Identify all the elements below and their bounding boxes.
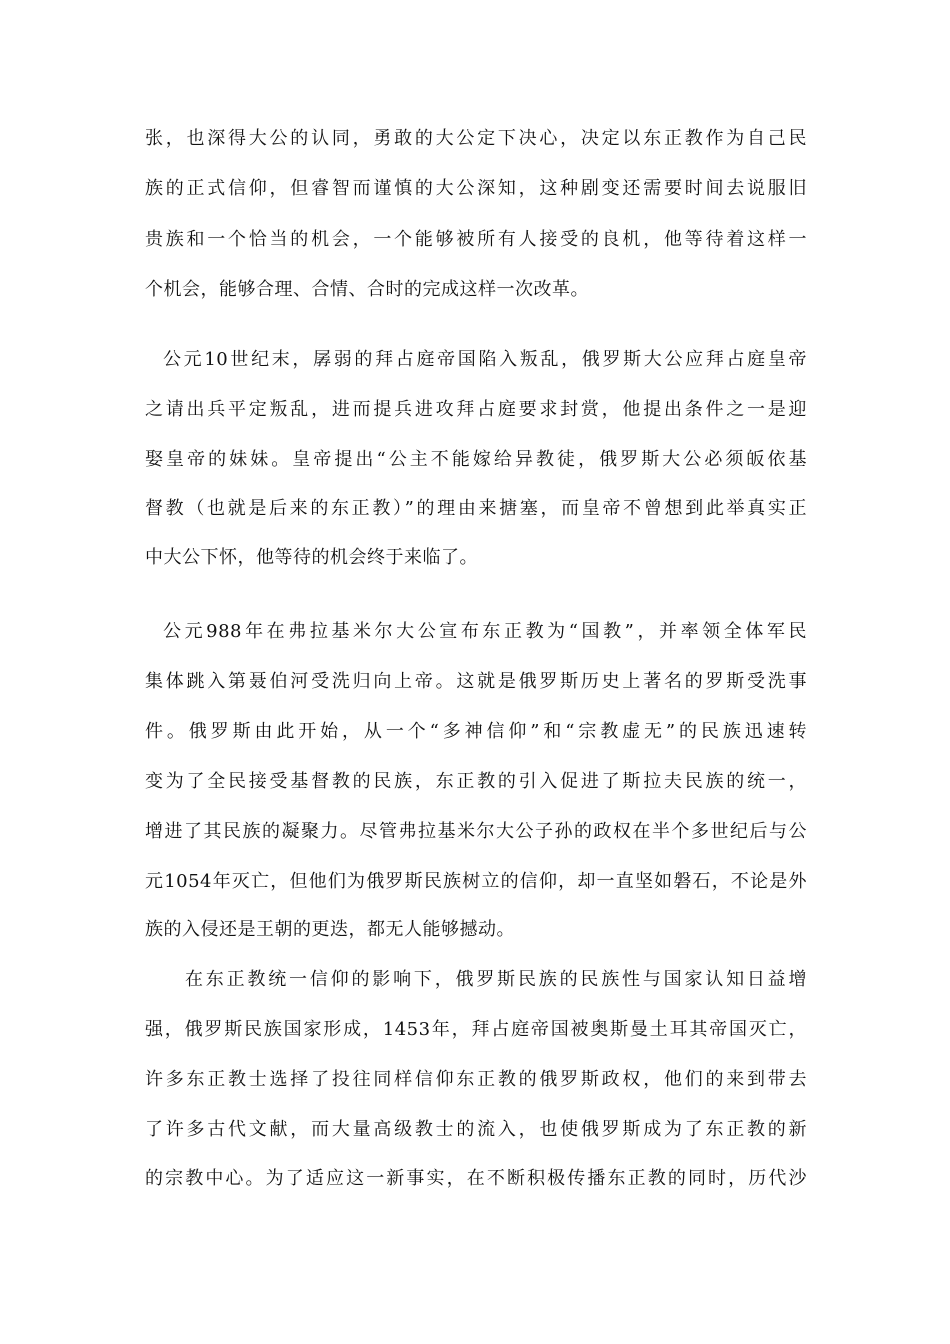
text-line: 集体跳入第聂伯河受洗归向上帝。这就是俄罗斯历史上著名的罗斯受洗事: [145, 671, 807, 692]
text-line: 公元10世纪末，孱弱的拜占庭帝国陷入叛乱，俄罗斯大公应拜占庭皇帝: [163, 349, 807, 370]
text-line: 娶皇帝的妹妹。皇帝提出“公主不能嫁给异教徒，俄罗斯大公必须皈依基: [145, 449, 807, 470]
text-line: 增进了其民族的凝聚力。尽管弗拉基米尔大公子孙的政权在半个多世纪后与公: [145, 821, 807, 842]
text-line: 之请出兵平定叛乱，进而提兵进攻拜占庭要求封赏，他提出条件之一是迎: [145, 399, 807, 420]
text-line: 贵族和一个恰当的机会，一个能够被所有人接受的良机，他等待着这样一: [145, 229, 807, 250]
text-line: 督教（也就是后来的东正教）”的理由来搪塞，而皇帝不曾想到此举真实正: [145, 498, 807, 519]
text-line: 许多东正教士选择了投往同样信仰东正教的俄罗斯政权，他们的来到带去: [145, 1069, 807, 1090]
text-line: 元1054年灭亡，但他们为俄罗斯民族树立的信仰，却一直坚如磐石，不论是外: [145, 871, 807, 892]
text-line: 中大公下怀，他等待的机会终于来临了。: [145, 547, 478, 568]
text-line: 族的正式信仰，但睿智而谨慎的大公深知，这种剧变还需要时间去说服旧: [145, 178, 807, 199]
text-line: 族的入侵还是王朝的更迭，都无人能够撼动。: [145, 919, 515, 940]
text-line: 了许多古代文献，而大量高级教士的流入，也使俄罗斯成为了东正教的新: [145, 1119, 807, 1140]
text-line: 个机会，能够合理、合情、合时的完成这样一次改革。: [145, 279, 589, 300]
text-line: 件。俄罗斯由此开始，从一个“多神信仰”和“宗教虚无”的民族迅速转: [145, 721, 807, 742]
text-line: 强，俄罗斯民族国家形成，1453年，拜占庭帝国被奥斯曼土耳其帝国灭亡，: [145, 1019, 807, 1040]
text-line: 张，也深得大公的认同，勇敢的大公定下决心，决定以东正教作为自己民: [145, 128, 807, 149]
text-line: 的宗教中心。为了适应这一新事实，在不断积极传播东正教的同时，历代沙: [145, 1168, 807, 1189]
text-line: 公元988年在弗拉基米尔大公宣布东正教为“国教”，并率领全体军民: [163, 621, 807, 642]
text-line: 在东正教统一信仰的影响下，俄罗斯民族的民族性与国家认知日益增: [185, 969, 807, 990]
text-line: 变为了全民接受基督教的民族，东正教的引入促进了斯拉夫民族的统一，: [145, 771, 807, 792]
